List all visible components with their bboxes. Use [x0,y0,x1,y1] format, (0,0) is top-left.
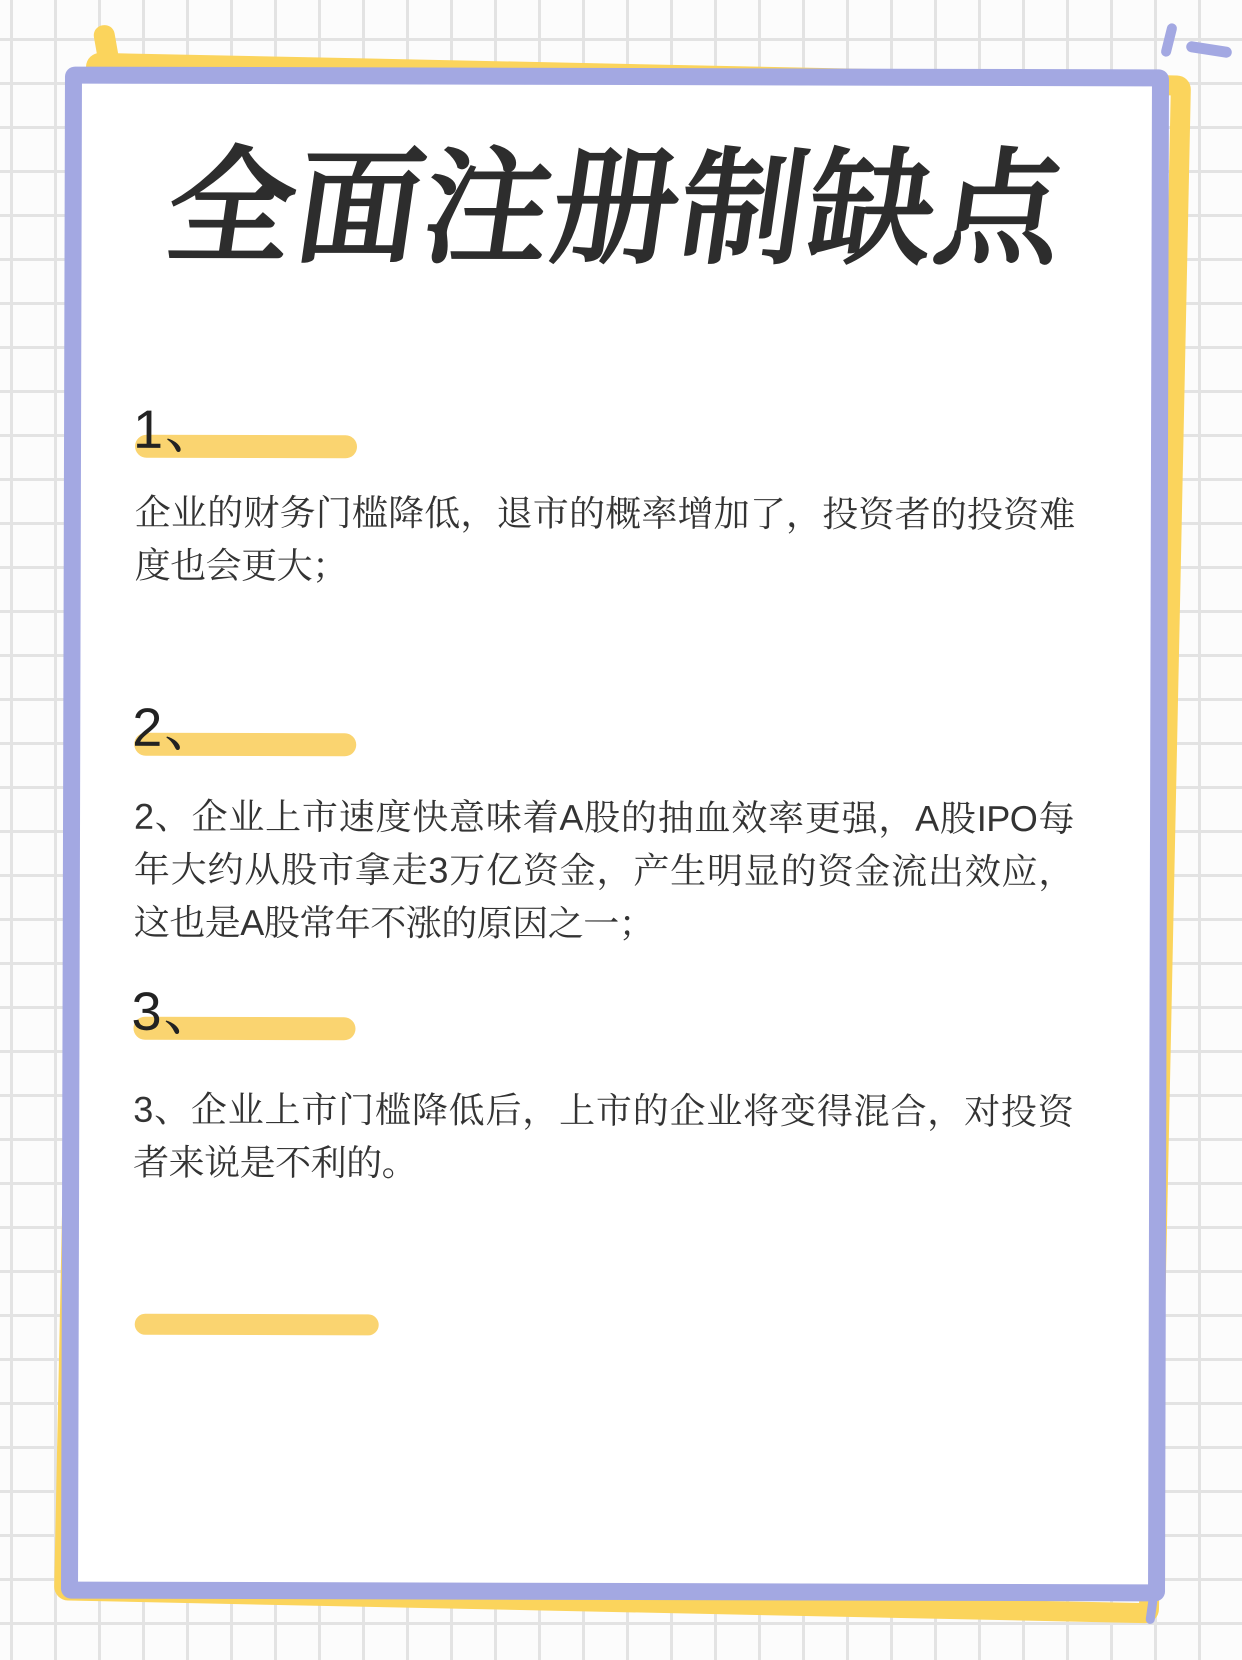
section-1-number: 1、 [132,399,222,460]
section-3-number: 3、 [131,981,220,1042]
content-card [61,67,1169,1602]
yellow-divider-bar [135,1314,379,1336]
section-2-text: 2、企业上市速度快意味着A股的抽血效率更强，A股IPO每年大约从股市拿走3万亿资金，产生明显的资金流出效应，这也是A股常年不涨的原因之一； [133,795,1075,945]
section-2-number: 2、 [132,697,221,758]
section-3-text: 3、企业上市门槛降低后，上市的企业将变得混合，对投资者来说是不利的。 [133,1088,1074,1184]
poster-title: 全面注册制缺点 [158,136,1075,281]
section-2-header [132,699,432,762]
section-1-text: 企业的财务门槛降低，退市的概率增加了，投资者的投资难度也会更大； [134,491,1075,587]
section-1-header [133,401,433,464]
section-3-header [131,983,431,1046]
